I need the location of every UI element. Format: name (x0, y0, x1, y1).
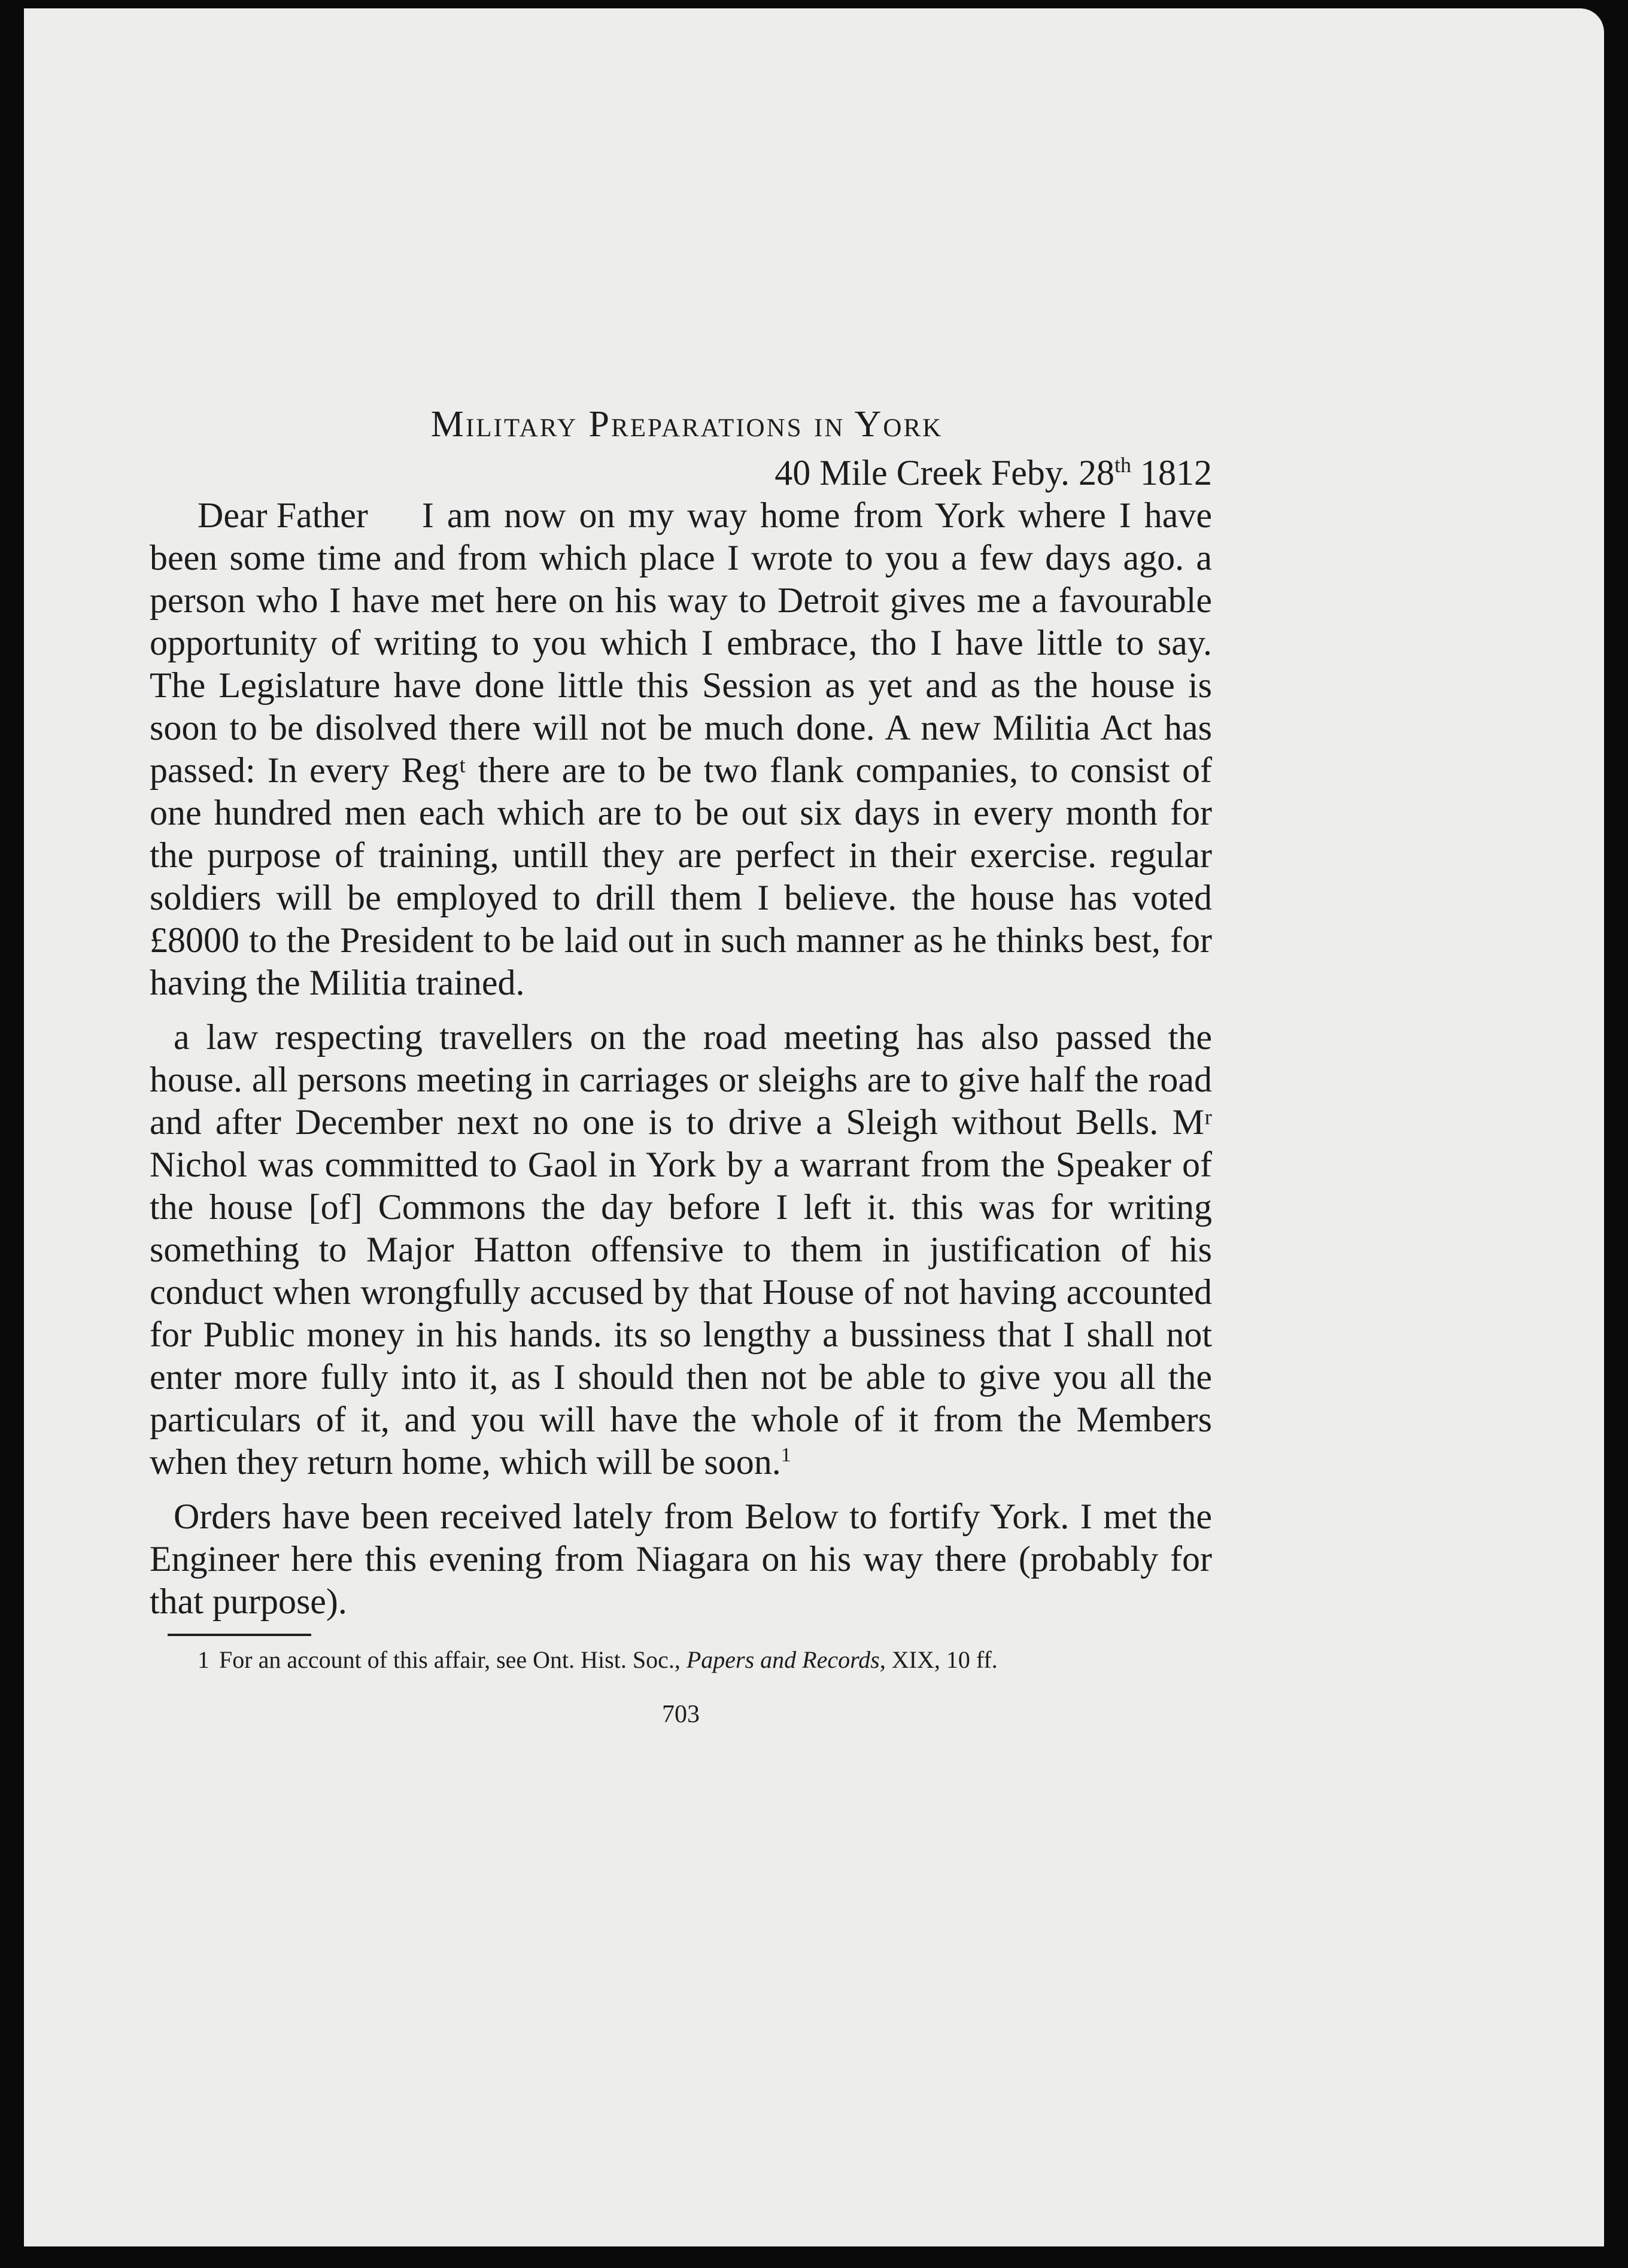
footnote (198, 1644, 1212, 1676)
footnote-reference: 1 (780, 1444, 791, 1466)
footnote-number: 1 (198, 1646, 209, 1673)
paragraph-1-text: I am now on my way home from York where I have been some time and from which place I wrote to you a few days ago. a person who I have met here on his way to Detroit gives me a favourable opportunity of writing to you which I embrace, tho I have little to say. The Legislature have done little this Session as yet and as the house is soon to be disolved there will not be much done. A new Militia Act has passed: In every Regᵗ there are to be two flank companies, to consist of one hundred men each which are to be out six days in every month for the purpose of training, untill they are perfect in their exercise. regular soldiers will be employed to drill them I believe. the house has voted £8000 to the President to be laid out in such manner as he thinks best, for having the Militia trained. (150, 495, 1212, 1002)
dateline-year: 1812 (1140, 453, 1212, 492)
dateline-superscript: th (1114, 453, 1131, 477)
dateline-text: 40 Mile Creek Feby. 28 (774, 453, 1114, 492)
footnote-text-after: XIX, 10 ff. (891, 1646, 998, 1673)
page-title: Military Preparations in York (430, 404, 943, 445)
page-number: 703 (662, 1701, 700, 1728)
paragraph-1 (150, 494, 1212, 1004)
paragraph-3-text: Orders have been received lately from Below to fortify York. I met the Engineer here this evening from Niagara on his way there (probably for that purpose). (150, 1497, 1212, 1621)
paragraph-2-text: a law respecting travellers on the road meeting has also passed the house. all persons meeting in carriages or sleighs are to give half the road and after December next no one is to drive a Sleigh without Bells. Mʳ Nichol was committed to Gaol in York by a warrant from the Speaker of the house [of] Commons the day before I left it. this was for writing something to Major Hatton offensive to them in justification of his conduct when wrongfully accused by that House of not having accounted for Public money in his hands. its so lengthy a bussiness that I shall not enter more fully into it, as I should then not be able to give you all the particulars of it, and you will have the whole of it from the Members when they return home, which will be soon. (150, 1017, 1212, 1482)
paragraph-3 (150, 1495, 1212, 1623)
dateline (150, 452, 1212, 494)
salutation: Dear Father (198, 495, 368, 535)
paragraph-2 (150, 1016, 1212, 1483)
footnote-text: For an account of this affair, see Ont. Hist. Soc., (219, 1646, 681, 1673)
page-content (150, 403, 1212, 1736)
page (24, 8, 1604, 2246)
footnote-italic: Papers and Records, (686, 1646, 886, 1673)
footnote-divider (168, 1634, 311, 1636)
